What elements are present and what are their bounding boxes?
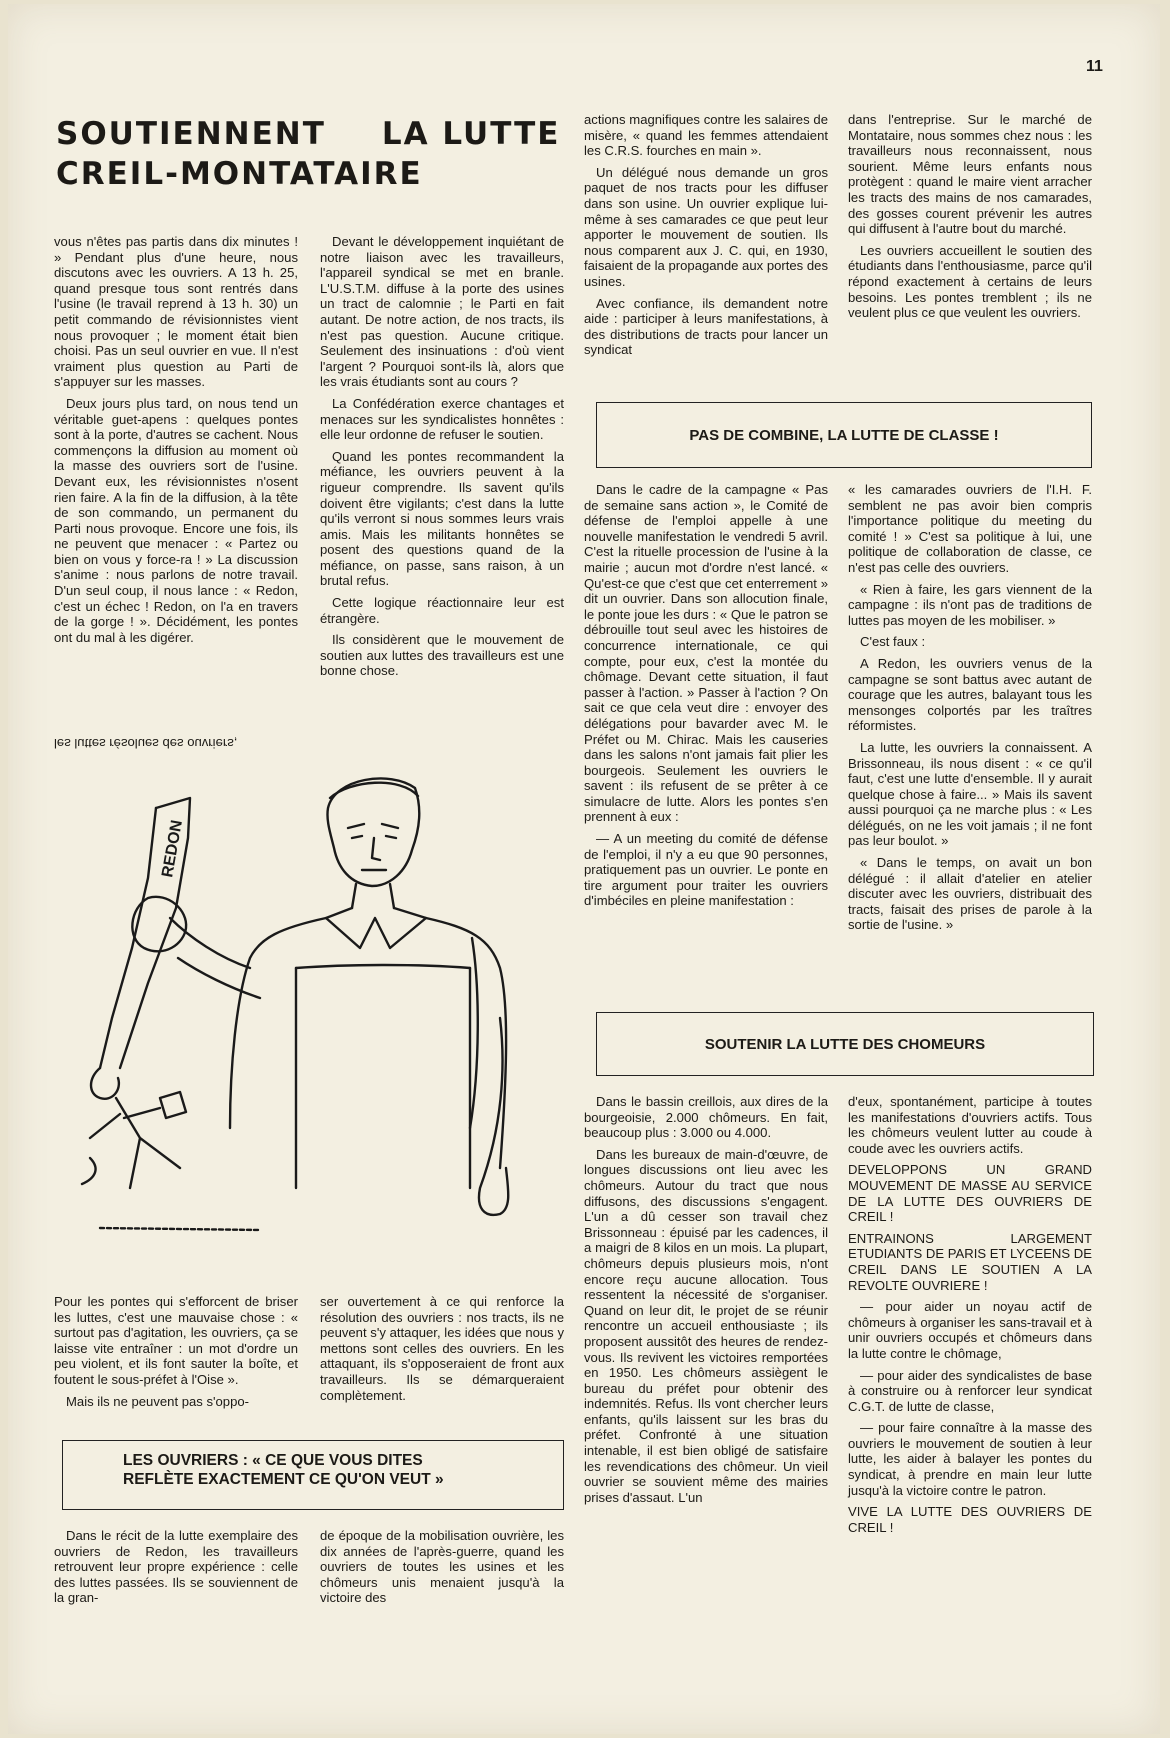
section-heading: SOUTENIR LA LUTTE DES CHOMEURS bbox=[704, 1035, 986, 1053]
column-1-top bbox=[54, 234, 298, 645]
section-heading-box bbox=[596, 1012, 1094, 1076]
column-1-last bbox=[54, 1528, 298, 1606]
paragraph: Dans les bureaux de main-d'œuvre, de longues discussions ont lieu avec les chômeurs. Autour du tract que nous diffusons, des discussions s'engagent. L'un a dû cesser son travail chez Brissonneau : épuisé par les cadences, il a maigri de 8 kilos en un mois. La plupart, chômeurs depuis plusieurs mois, n'ont encore reçu aucune allocation. Tous ressentent la nécessité de s'organiser. Quand on leur dit, le projet de se réunir rencontre un accueil enthousiaste ; ils proposent aussitôt des heures de rendez-vous. Ils revivent les victoires remportées en 1950. Les chômeurs assiègent le bureau du préfet pour obtenir des indemnités. Refus. Ils vont chercher leurs enfants, qu'ils laissent sur les bras du préfet. Confronté à une situation intenable, il est bien obligé de satisfaire les revendications des chômeur. Un vieil ouvrier se souvient même des mairies prises d'assaut. L'un bbox=[584, 1146, 828, 1505]
paragraph: d'eux, spontanément, participe à toutes les manifestations d'ouvriers actifs. Tous les chômeurs veulent lutter au coude à coude avec les ouvriers actifs. bbox=[848, 1094, 1092, 1156]
paragraph: — pour faire connaître à la masse des ouvriers le mouvement de soutien à leur lutte, les aider à balayer les pontes du syndicat, à prendre en main leur lutte jusqu'à la victoire contre le patron. bbox=[848, 1420, 1092, 1498]
paragraph: Mais ils ne peuvent pas s'oppo- bbox=[66, 1393, 250, 1409]
paragraph: Pour les pontes qui s'efforcent de briser les luttes, c'est une mauvaise chose : « surtout pas d'agitation, les ouvriers, ça se laisse vite entraîner : un mot d'ordre un peu violent, et ils font sauter la boîte, et foutent le sous-préfet à l'Oise ». bbox=[54, 1294, 298, 1387]
paragraph: Ils considèrent que le mouvement de soutien aux luttes des travailleurs est une bonne chose. bbox=[320, 632, 564, 679]
column-1-bottom bbox=[54, 1294, 298, 1409]
paragraph: — A un meeting du comité de défense de l'emploi, il n'y a eu que 90 personnes, pratiquement pas un ouvrier. Le ponte en tire argument pour traiter les ouvriers d'imbéciles en pleine manifestation : bbox=[584, 831, 828, 909]
upside-down-text bbox=[54, 736, 298, 751]
section-heading-box bbox=[596, 402, 1092, 468]
paragraph: — pour aider un noyau actif de chômeurs à organiser les sans-travail et à unir ouvriers occupés et chômeurs dans la lutte contre le chômage, bbox=[848, 1299, 1092, 1361]
headline-word-2: LA LUTTE bbox=[381, 116, 561, 152]
paragraph: « Rien à faire, les gars viennent de la campagne : ils n'ont pas de traditions de luttes pas moyen de les mobiliser. » bbox=[848, 581, 1092, 628]
newspaper-page bbox=[8, 4, 1160, 1734]
headline bbox=[56, 114, 576, 194]
paragraph: Quand les pontes recommandent la méfiance, les ouvriers peuvent à la rigueur comprendre. Ils savent qu'ils doivent être vigilants; c'est dans la lutte qu'ils verront si nous sommes leurs vrais amis. Mais les militants honnêtes se posent des questions quand de la méfiance, on passe, sans raison, à un brutal refus. bbox=[320, 448, 564, 589]
paragraph: A Redon, les ouvriers venus de la campagne se sont battus avec autant de courage que les autres, balayant tous les mensonges colportés par les traîtres réformistes. bbox=[848, 655, 1092, 734]
paragraph: C'est faux : bbox=[860, 634, 926, 650]
paragraph: Avec confiance, ils demandent notre aide : participer à leurs manifestations, à des distributions de tracts pour lancer un syndicat bbox=[584, 295, 828, 358]
section-heading: PAS DE COMBINE, LA LUTTE DE CLASSE ! bbox=[689, 426, 999, 444]
paragraph: Cette logique réactionnaire leur est étrangère. bbox=[320, 595, 564, 626]
paragraph: Deux jours plus tard, on nous tend un véritable guet-apens : quelques pontes sont à la porte, d'autres se cachent. Nous commençons la diffusion au moment où la masse des ouvriers sort de l'usine. Devant eux, les révisionnistes n'osent rien faire. A la fin de la diffusion, à la tête de son commando, un permanent du Parti nous provoque. Encore une fois, ils ne peuvent que menacer : « Partez ou bien on vous y force-ra ! » La discussion s'anime : nous parlons de notre travail. D'un seul coup, il nous lance : « Redon, c'est un échec ! Redon, on l'a en travers de la gorge ! ». Décidément, les pontes ont du mal à les digérer. bbox=[54, 395, 298, 645]
column-3-middle bbox=[584, 482, 828, 909]
worker-cartoon-illustration bbox=[60, 768, 580, 1268]
column-3-bottom bbox=[584, 1094, 828, 1505]
paragraph: Un délégué nous demande un gros paquet de nos tracts pour les diffuser dans son usine. Un ouvrier explique lui-même à ses camarades ce que peut leur apporter le mouvement de soutien. Ils nous comparent aux J. C. qui, en 1930, faisaient de la propagande aux portes des usines. bbox=[584, 164, 828, 289]
paragraph: vous n'êtes pas partis dans dix minutes ! » Pendant plus d'une heure, nous discutons avec les ouvriers. A 13 h. 25, quand presque tous sont rentrés dans l'usine (le travail reprend à 13 h. 30) un petit commando de révisionnistes vient nous provoquer ; le moment était bien choisi. Pas un seul ouvrier en vue. Il n'est vraiment plus question au Parti de s'appuyer sur les masses. bbox=[54, 234, 298, 390]
upside-down-line: les luttes résolues des ouvriers, bbox=[54, 736, 238, 751]
bat-label: REDON bbox=[159, 818, 186, 879]
paragraph: — pour aider des syndicalistes de base à construire ou à renforcer leur syndicat C.G.T. de lutte de classe, bbox=[848, 1367, 1092, 1414]
paragraph: Devant le développement inquiétant de notre liaison avec les travailleurs, l'appareil syndical se met en branle. L'U.S.T.M. diffuse à la porte des usines un tract de calomnie ; le Parti en fait autant. De notre action, de nos tracts, ils n'est pas question. Aucune critique. Seulement des insinuations : d'où vient l'argent ? Pourquoi sont-ils là, alors que les vrais étudiants sont au cours ? bbox=[320, 234, 564, 390]
slogan: ENTRAINONS LARGEMENT ETUDIANTS DE PARIS ET LYCEENS DE CREIL DANS LE SOUTIEN A LA REVOLTE OUVRIERE ! bbox=[848, 1230, 1092, 1293]
slogan: VIVE LA LUTTE DES OUVRIERS DE CREIL ! bbox=[848, 1504, 1092, 1535]
paragraph: Dans le bassin creillois, aux dires de la bourgeoisie, 2.000 chômeurs. En fait, beaucoup plus : 3.000 ou 4.000. bbox=[584, 1094, 828, 1141]
paragraph: ser ouvertement à ce qui renforce la résolution des ouvriers : nos tracts, ils ne peuvent s'y attaquer, les idées que nous y mettons sont celles des ouvriers. En les attaquant, ils s'opposeraient de front aux travailleurs. Ils se démarqueraient complètement. bbox=[320, 1294, 564, 1403]
section-heading-line-2: REFLÈTE EXACTEMENT CE QU'ON VEUT » bbox=[123, 1471, 444, 1488]
column-4-top bbox=[848, 112, 1092, 321]
paragraph: dans l'entreprise. Sur le marché de Montataire, nous sommes chez nous : les travailleurs nous reconnaissent, nous sourient. Même leurs enfants nous protègent : quand le maire vient arracher les tracts des mains de nos camarades, des gosses courent prévenir les autres qui diffusent à l'autre bout du marché. bbox=[848, 112, 1092, 237]
column-3-top bbox=[584, 112, 828, 358]
paragraph: actions magnifiques contre les salaires de misère, « quand les femmes attendaient les C.R.S. fourches en main ». bbox=[584, 112, 828, 159]
paragraph: La Confédération exerce chantages et menaces sur les syndicalistes honnêtes : elle leur ordonne de refuser le soutien. bbox=[320, 395, 564, 443]
paragraph: Dans le récit de la lutte exemplaire des ouvriers de Redon, les travailleurs retrouvent leur propre expérience : celle des luttes passées. Ils se souviennent de la gran- bbox=[54, 1528, 298, 1606]
paragraph: La lutte, les ouvriers la connaissent. A Brissonneau, ils nous disent : « ce qu'il faut, c'est une lutte d'ensemble. Il y aurait quelque chose à faire... » Mais ils savent aussi pourquoi ça ne marche plus : « Les délégués, on ne les voit jamais ; il ne font pas leur boulot. » bbox=[848, 739, 1092, 849]
section-heading-box bbox=[62, 1440, 564, 1510]
column-2-last bbox=[320, 1528, 564, 1606]
page-number: 11 bbox=[1086, 58, 1103, 75]
paragraph: Les ouvriers accueillent le soutien des étudiants dans l'enthousiasme, parce qu'il répond exactement à certains de leurs besoins. Les pontes tremblent ; ils ne veulent plus ce que veulent les ouvriers. bbox=[848, 242, 1092, 321]
column-2-top bbox=[320, 234, 564, 679]
paragraph: « Dans le temps, on avait un bon délégué : il allait d'atelier en atelier discuter avec les ouvriers, distribuait des tracts, faisait des prises de parole à la sortie de l'usine. » bbox=[848, 855, 1092, 933]
headline-line-2: CREIL-MONTATAIRE bbox=[56, 156, 423, 192]
slogan: DEVELOPPONS UN GRAND MOUVEMENT DE MASSE AU SERVICE DE LA LUTTE DES OUVRIERS DE CREIL ! bbox=[848, 1162, 1092, 1225]
paragraph: de époque de la mobilisation ouvrière, les dix années de l'après-guerre, quand les ouvriers de toutes les usines et les chômeurs unis menaient jusqu'à la victoire des bbox=[320, 1528, 564, 1606]
column-4-middle bbox=[848, 482, 1092, 933]
headline-word-1: SOUTIENNENT bbox=[56, 116, 326, 152]
paragraph: « les camarades ouvriers de l'I.H. F. semblent ne pas avoir bien compris l'importance politique du meeting du comité ! » C'est sa politique à lui, une politique de collaboration de classe, ce n'est pas celle des ouvriers. bbox=[848, 482, 1092, 575]
column-2-bottom bbox=[320, 1294, 564, 1403]
paragraph: Dans le cadre de la campagne « Pas de semaine sans action », le Comité de défense de l'emploi appelle à une nouvelle manifestation le vendredi 5 avril. C'est la rituelle procession de l'usine à la mairie ; aucun mot d'ordre n'est lancé. « Qu'est-ce que c'est que cet enterrement » dit un ouvrier. Dans son allocution finale, le ponte joue les durs : « Que le patron se débrouille tout seul avec les histoires de concurrence internationale, ce qui compte, pour eux, c'est la montée du chômage. Devant cette situation, il faut passer à l'action. » Passer à l'action ? On sait ce que cela veut dire : envoyer des délégations pour bavarder avec M. le Préfet ou M. Chirac. Mais les causeries dans les salons n'ont jamais fait plier les bourgeois. Seulement les ouvriers le savent : ils refusent de se prêter à ce simulacre de lutte. Alors les pontes s'en prennent à eux : bbox=[584, 482, 828, 825]
column-4-bottom bbox=[848, 1094, 1092, 1535]
section-heading-line-1: LES OUVRIERS : « CE QUE VOUS DITES bbox=[123, 1452, 423, 1469]
